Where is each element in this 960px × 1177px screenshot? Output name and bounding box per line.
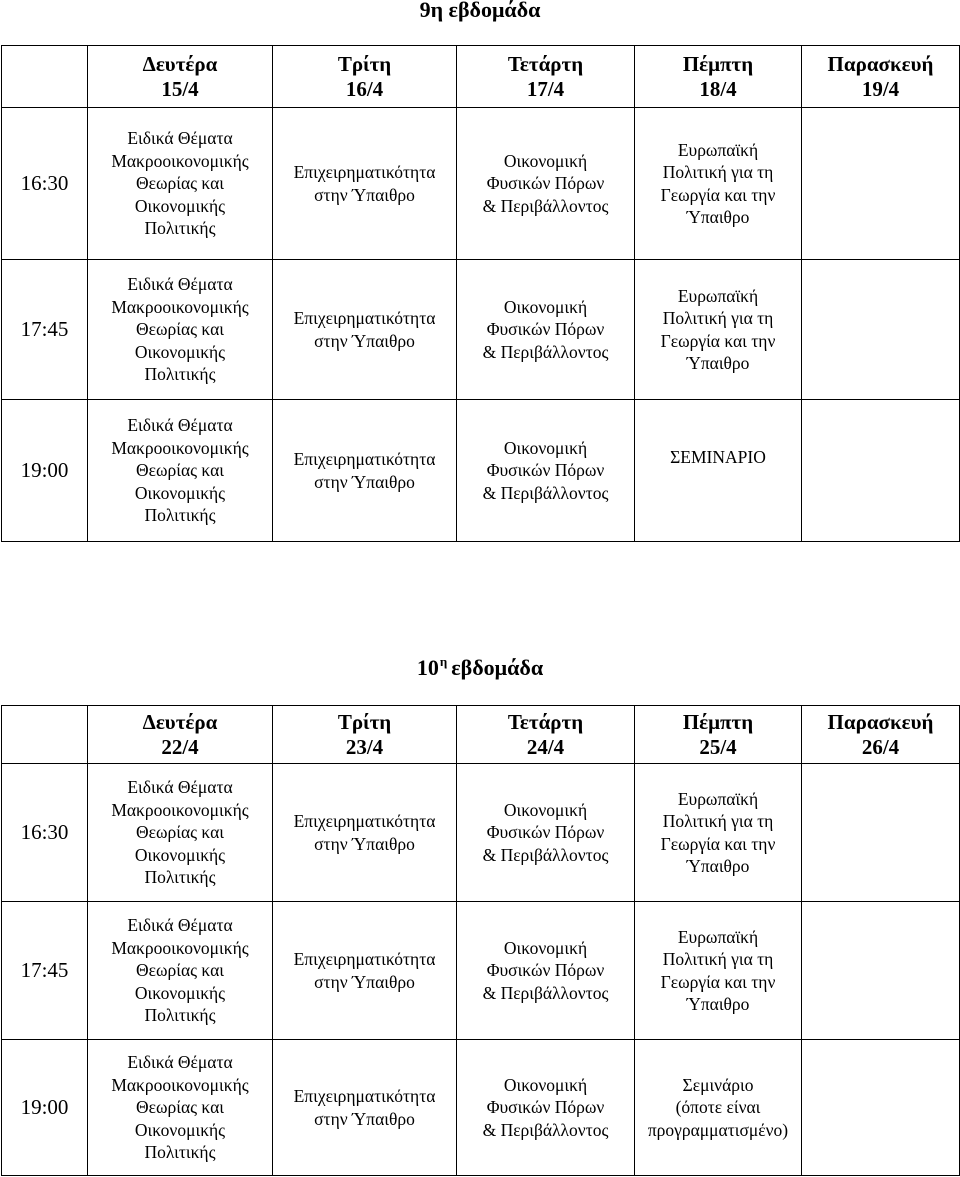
corner-cell bbox=[2, 46, 88, 108]
course-cell bbox=[457, 400, 635, 542]
course-line: Επιχειρηματικότητα bbox=[293, 162, 436, 182]
course-line: στην Ύπαιθρο bbox=[314, 1108, 415, 1129]
empty-cell bbox=[802, 400, 960, 542]
day-date: 25/4 bbox=[699, 734, 737, 759]
course-cell bbox=[88, 764, 273, 902]
day-header bbox=[635, 706, 802, 764]
day-name: Πέμπτη bbox=[682, 709, 754, 734]
course-line: Ειδικά Θέματα bbox=[127, 274, 233, 295]
course-line: & Περιβάλλοντος bbox=[482, 982, 609, 1003]
day-header bbox=[273, 706, 457, 764]
week-10-word: εβδομάδα bbox=[451, 655, 544, 680]
day-name: Δευτέρα bbox=[142, 709, 218, 734]
time-row bbox=[2, 400, 960, 542]
course-line: Φυσικών Πόρων bbox=[486, 173, 605, 194]
course-line: Ειδικά Θέματα bbox=[127, 915, 233, 936]
course-line: Επιχειρηματικότητα bbox=[293, 949, 436, 969]
course-cell bbox=[273, 902, 457, 1040]
course-line: στην Ύπαιθρο bbox=[314, 971, 415, 992]
course-cell bbox=[635, 764, 802, 902]
time-row bbox=[2, 902, 960, 1040]
course-line: Γεωργία και την bbox=[660, 833, 776, 854]
day-header bbox=[635, 46, 802, 108]
course-line: Πολιτικής bbox=[144, 867, 216, 888]
day-date: 15/4 bbox=[161, 76, 199, 101]
day-header bbox=[273, 46, 457, 108]
course-line: Οικονομικής bbox=[134, 1119, 226, 1140]
empty-cell bbox=[802, 764, 960, 902]
course-line: & Περιβάλλοντος bbox=[482, 1119, 609, 1140]
course-line: Θεωρίας και bbox=[136, 460, 224, 481]
course-line: Μακροοικονομικής bbox=[111, 296, 249, 317]
course-line: Οικονομική bbox=[503, 937, 588, 958]
course-cell bbox=[457, 260, 635, 400]
day-date: 24/4 bbox=[526, 734, 565, 759]
day-header bbox=[802, 46, 960, 108]
course-line: Οικονομική bbox=[503, 296, 588, 317]
time-row bbox=[2, 260, 960, 400]
course-line: Ευρωπαϊκή bbox=[677, 285, 759, 306]
course-line: Ειδικά Θέματα bbox=[127, 415, 233, 436]
day-date: 18/4 bbox=[699, 76, 737, 101]
course-line: Οικονομική bbox=[503, 1074, 588, 1095]
course-line: Μακροοικονομικής bbox=[111, 150, 249, 171]
course-cell bbox=[635, 108, 802, 260]
course-line: Ύπαιθρο bbox=[686, 856, 750, 876]
course-line: Φυσικών Πόρων bbox=[486, 960, 605, 981]
course-line: Φυσικών Πόρων bbox=[486, 319, 605, 340]
day-name: Τετάρτη bbox=[507, 709, 584, 734]
week-10-schedule-table bbox=[1, 705, 960, 1176]
course-cell bbox=[273, 1040, 457, 1176]
course-line: Επιχειρηματικότητα bbox=[293, 308, 436, 328]
course-line: Φυσικών Πόρων bbox=[486, 822, 605, 843]
course-line: & Περιβάλλοντος bbox=[482, 482, 609, 503]
course-line: Ειδικά Θέματα bbox=[127, 777, 233, 798]
course-line: Ειδικά Θέματα bbox=[127, 128, 233, 149]
course-line: Οικονομική bbox=[503, 799, 588, 820]
course-line: Οικονομικής bbox=[134, 341, 226, 362]
course-cell bbox=[273, 260, 457, 400]
course-line: Πολιτική για τη bbox=[662, 811, 774, 831]
course-line: Πολιτικής bbox=[144, 1005, 216, 1026]
course-line: Οικονομική bbox=[503, 437, 588, 458]
course-line: Φυσικών Πόρων bbox=[486, 460, 605, 481]
time-row bbox=[2, 1040, 960, 1176]
course-line: Οικονομικής bbox=[134, 844, 226, 865]
course-line: Ειδικά Θέματα bbox=[127, 1052, 233, 1073]
week-10-number: 10 bbox=[416, 655, 439, 680]
day-header bbox=[457, 46, 635, 108]
time-cell: 16:30 bbox=[2, 764, 88, 902]
course-line: Γεωργία και την bbox=[660, 330, 776, 351]
course-line: προγραμματισμένο) bbox=[647, 1119, 789, 1140]
header-row bbox=[2, 46, 960, 108]
time-row bbox=[2, 108, 960, 260]
course-cell bbox=[88, 108, 273, 260]
course-line: Ευρωπαϊκή bbox=[677, 926, 759, 947]
time-cell: 17:45 bbox=[2, 260, 88, 400]
course-line: Φυσικών Πόρων bbox=[486, 1097, 605, 1118]
day-date: 16/4 bbox=[345, 76, 384, 101]
time-row bbox=[2, 764, 960, 902]
day-header bbox=[88, 46, 273, 108]
course-line: Θεωρίας και bbox=[136, 319, 224, 340]
empty-cell bbox=[802, 260, 960, 400]
course-line: Σεμινάριο bbox=[682, 1074, 754, 1095]
course-cell bbox=[273, 400, 457, 542]
course-line: Πολιτικής bbox=[144, 505, 216, 526]
course-line: & Περιβάλλοντος bbox=[482, 195, 609, 216]
course-line: (όποτε είναι bbox=[675, 1097, 761, 1118]
time-cell: 19:00 bbox=[2, 400, 88, 542]
course-line: Οικονομικής bbox=[134, 195, 226, 216]
course-line: & Περιβάλλοντος bbox=[482, 341, 609, 362]
day-date: 19/4 bbox=[861, 76, 900, 101]
course-line: Οικονομικής bbox=[134, 482, 226, 503]
empty-cell bbox=[802, 108, 960, 260]
course-cell bbox=[273, 108, 457, 260]
day-name: Τρίτη bbox=[337, 51, 392, 76]
course-line: στην Ύπαιθρο bbox=[314, 833, 415, 854]
course-line: Γεωργία και την bbox=[660, 971, 776, 992]
time-cell: 19:00 bbox=[2, 1040, 88, 1176]
week-9-title bbox=[0, 0, 960, 22]
course-line: Πολιτική για τη bbox=[662, 162, 774, 182]
corner-cell bbox=[2, 706, 88, 764]
time-cell: 16:30 bbox=[2, 108, 88, 260]
course-line: Ύπαιθρο bbox=[686, 207, 750, 227]
course-line: Πολιτικής bbox=[144, 1142, 216, 1163]
course-cell bbox=[273, 764, 457, 902]
day-date: 22/4 bbox=[161, 734, 199, 759]
course-line: ΣΕΜΙΝΑΡΙΟ bbox=[670, 447, 766, 467]
week-9-title-text: 9η εβδομάδα bbox=[419, 0, 541, 22]
time-cell: 17:45 bbox=[2, 902, 88, 1040]
day-name: Τρίτη bbox=[337, 709, 392, 734]
week-10-title bbox=[0, 656, 960, 683]
day-header bbox=[802, 706, 960, 764]
course-line: Οικονομικής bbox=[134, 982, 226, 1003]
course-line: Πολιτικής bbox=[144, 218, 216, 239]
course-line: Ύπαιθρο bbox=[686, 994, 750, 1014]
course-line: & Περιβάλλοντος bbox=[482, 844, 609, 865]
empty-cell bbox=[802, 902, 960, 1040]
day-header bbox=[88, 706, 273, 764]
header-row bbox=[2, 706, 960, 764]
course-line: Επιχειρηματικότητα bbox=[293, 1086, 436, 1106]
course-cell bbox=[88, 902, 273, 1040]
course-line: Επιχειρηματικότητα bbox=[293, 811, 436, 831]
course-line: Μακροοικονομικής bbox=[111, 937, 249, 958]
course-cell bbox=[457, 764, 635, 902]
course-cell bbox=[457, 902, 635, 1040]
course-line: Γεωργία και την bbox=[660, 184, 776, 205]
course-cell bbox=[88, 260, 273, 400]
course-line: Πολιτική για τη bbox=[662, 949, 774, 969]
day-name: Πέμπτη bbox=[682, 51, 754, 76]
course-cell bbox=[88, 1040, 273, 1176]
day-date: 26/4 bbox=[861, 734, 900, 759]
empty-cell bbox=[802, 1040, 960, 1176]
day-name: Παρασκευή bbox=[827, 709, 934, 734]
course-cell bbox=[457, 1040, 635, 1176]
course-cell bbox=[457, 108, 635, 260]
course-line: Μακροοικονομικής bbox=[111, 1074, 249, 1095]
course-line: Ευρωπαϊκή bbox=[677, 788, 759, 809]
course-line: Θεωρίας και bbox=[136, 822, 224, 843]
course-line: Μακροοικονομικής bbox=[111, 799, 249, 820]
course-line: στην Ύπαιθρο bbox=[314, 330, 415, 351]
day-name: Δευτέρα bbox=[142, 51, 218, 76]
course-line: Οικονομική bbox=[503, 150, 588, 171]
course-cell bbox=[88, 400, 273, 542]
seminar-cell bbox=[635, 1040, 802, 1176]
course-cell bbox=[635, 902, 802, 1040]
day-date: 17/4 bbox=[526, 76, 565, 101]
day-name: Τετάρτη bbox=[507, 51, 584, 76]
week-10-superscript: η bbox=[439, 654, 448, 669]
course-line: στην Ύπαιθρο bbox=[314, 471, 415, 492]
day-header bbox=[457, 706, 635, 764]
course-line: Πολιτικής bbox=[144, 364, 216, 385]
course-line: Πολιτική για τη bbox=[662, 308, 774, 328]
course-line: Θεωρίας και bbox=[136, 173, 224, 194]
day-date: 23/4 bbox=[345, 734, 384, 759]
course-cell bbox=[635, 260, 802, 400]
course-line: Θεωρίας και bbox=[136, 1097, 224, 1118]
course-line: Θεωρίας και bbox=[136, 960, 224, 981]
course-line: Ύπαιθρο bbox=[686, 353, 750, 373]
course-line: Επιχειρηματικότητα bbox=[293, 449, 436, 469]
course-line: Μακροοικονομικής bbox=[111, 437, 249, 458]
seminar-cell bbox=[635, 400, 802, 542]
day-name: Παρασκευή bbox=[827, 51, 934, 76]
course-line: Ευρωπαϊκή bbox=[677, 139, 759, 160]
course-line: στην Ύπαιθρο bbox=[314, 184, 415, 205]
week-9-schedule-table bbox=[1, 45, 960, 542]
